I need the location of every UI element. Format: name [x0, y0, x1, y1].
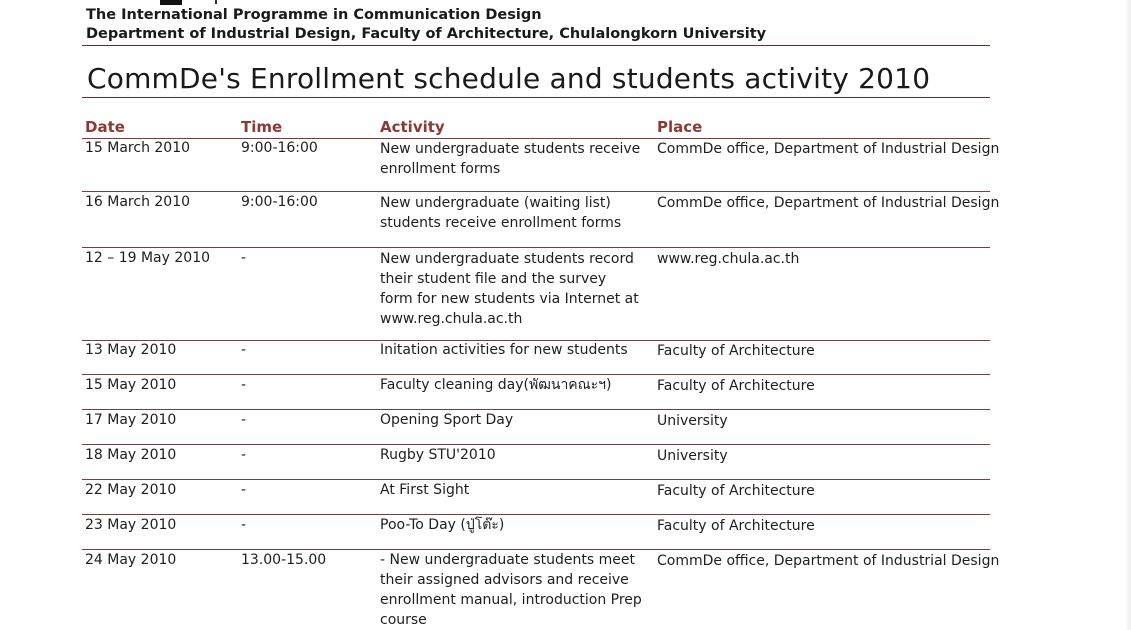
- row-time: -: [241, 412, 247, 428]
- row-time: 13.00-15.00: [241, 552, 327, 568]
- row-activity: New undergraduate students receive enrollment forms: [380, 141, 641, 177]
- row-date: 16 March 2010: [85, 194, 191, 210]
- row-activity: At First Sight: [380, 482, 470, 498]
- programme-name: The International Programme in Communication Design: [86, 7, 542, 23]
- row-time: -: [241, 250, 247, 266]
- row-place: Faculty of Architecture: [657, 343, 815, 359]
- row-place: Faculty of Architecture: [657, 378, 815, 394]
- row-activity: - New undergraduate students meet their assigned advisors and receive enrollment manual, introduction Prep course: [380, 552, 642, 628]
- row-place: University: [657, 448, 728, 464]
- row-date: 12 – 19 May 2010: [85, 250, 211, 266]
- row-activity: New undergraduate (waiting list) students receive enrollment forms: [380, 195, 622, 231]
- row-place: www.reg.chula.ac.th: [657, 251, 800, 267]
- row-time: -: [241, 377, 247, 393]
- row-date: 18 May 2010: [85, 447, 177, 463]
- row-date: 15 March 2010: [85, 140, 191, 156]
- row-activity: Faculty cleaning day(พัฒนาคณะฯ): [380, 377, 612, 393]
- row-date: 15 May 2010: [85, 377, 177, 393]
- column-header-date: Date: [85, 118, 125, 136]
- column-header-activity: Activity: [380, 118, 445, 136]
- row-place: CommDe office, Department of Industrial Design: [657, 195, 1000, 211]
- row-place: University: [657, 413, 728, 429]
- scan-edge-shadow: [1125, 0, 1131, 630]
- row-activity: New undergraduate students record their student file and the survey form for new students via Internet at www.reg.chula.ac.th: [380, 251, 639, 327]
- row-time: -: [241, 342, 247, 358]
- row-activity: Poo-To Day (ปู่โต๊ะ): [380, 517, 505, 533]
- column-header-place: Place: [657, 118, 703, 136]
- row-date: 13 May 2010: [85, 342, 177, 358]
- row-time: -: [241, 517, 247, 533]
- header-divider: [82, 45, 990, 46]
- row-place: CommDe office, Department of Industrial Design: [657, 553, 1000, 569]
- row-date: 23 May 2010: [85, 517, 177, 533]
- row-date: 17 May 2010: [85, 412, 177, 428]
- row-date: 24 May 2010: [85, 552, 177, 568]
- row-time: 9:00-16:00: [241, 140, 318, 156]
- row-time: -: [241, 447, 247, 463]
- title-divider: [82, 97, 990, 98]
- row-activity: Initation activities for new students: [380, 342, 628, 358]
- column-header-time: Time: [241, 118, 283, 136]
- page-title: CommDe's Enrollment schedule and students activity 2010: [87, 62, 931, 95]
- row-activity: Opening Sport Day: [380, 412, 514, 428]
- row-date: 22 May 2010: [85, 482, 177, 498]
- row-place: Faculty of Architecture: [657, 518, 815, 534]
- row-activity: Rugby STU'2010: [380, 447, 496, 463]
- logo-tick: [215, 0, 217, 4]
- row-place: Faculty of Architecture: [657, 483, 815, 499]
- row-time: -: [241, 482, 247, 498]
- department-name: Department of Industrial Design, Faculty of Architecture, Chulalongkorn University: [86, 26, 767, 42]
- row-place: CommDe office, Department of Industrial Design: [657, 141, 1000, 157]
- row-time: 9:00-16:00: [241, 194, 318, 210]
- logo-mark: [160, 0, 182, 5]
